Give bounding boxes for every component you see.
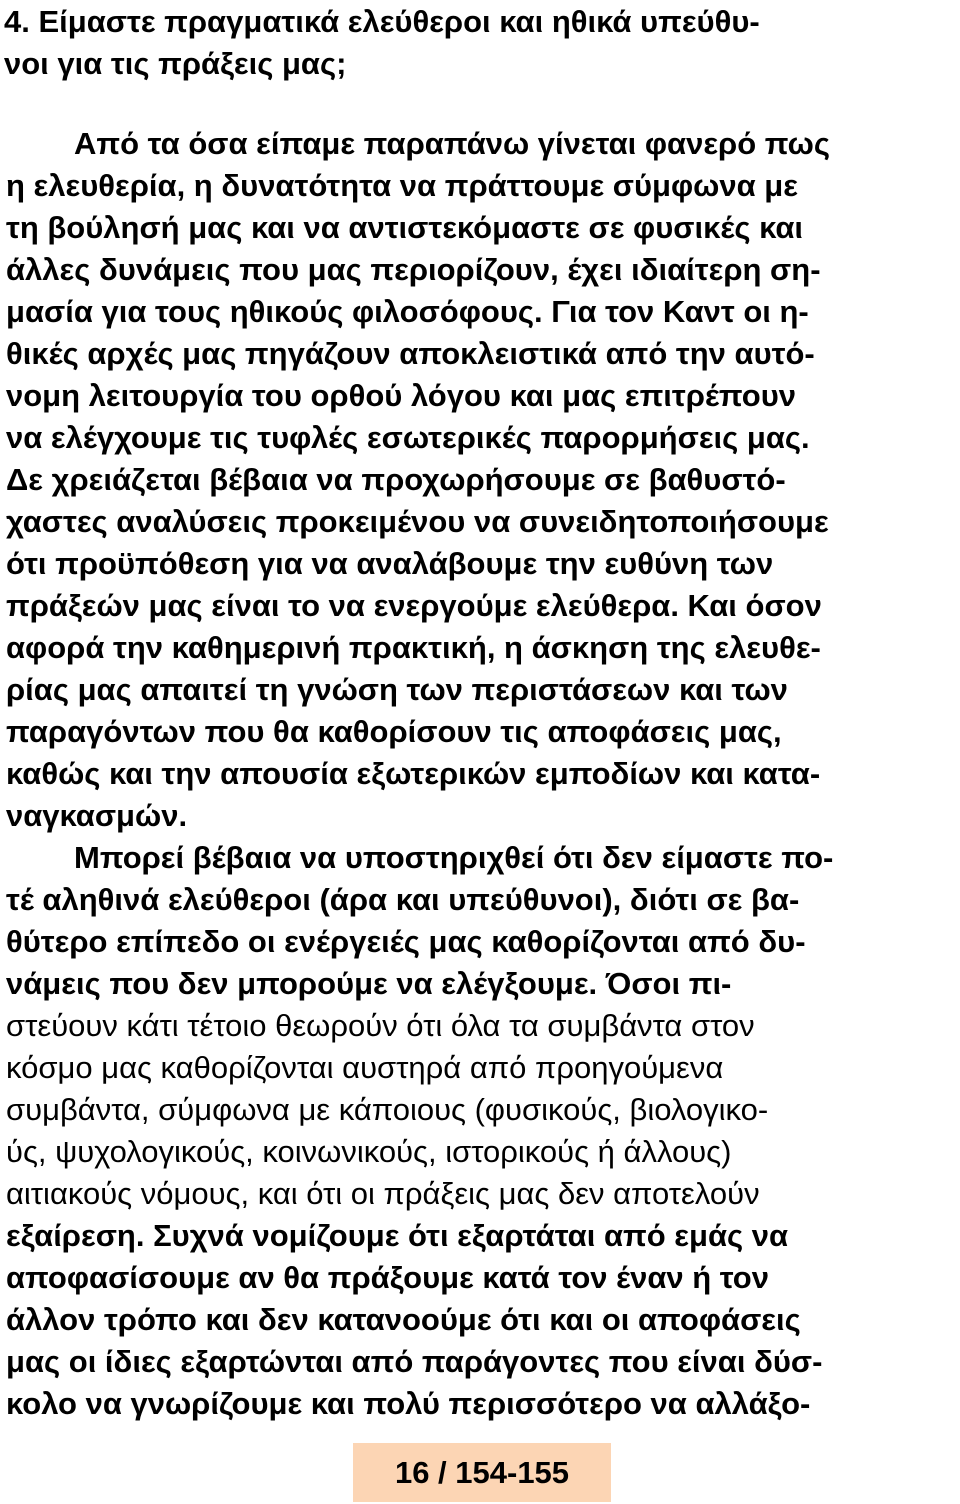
text-line: αιτιακούς νόμους, και ότι οι πράξεις μας δεν αποτελούν: [6, 1176, 760, 1211]
text-line: πράξεών μας είναι το να ενεργούμε ελεύθερα. Και όσον: [6, 588, 822, 623]
text-line: αποφασίσουμε αν θα πράξουμε κατά τον έναν ή τον: [6, 1260, 769, 1295]
text-line: αφορά την καθημερινή πρακτική, η άσκηση της ελευθε-: [6, 630, 821, 665]
page-number-badge: [353, 1443, 611, 1502]
text-line: εξαίρεση. Συχνά νομίζουμε ότι εξαρτάται από εμάς να: [6, 1218, 789, 1253]
heading-line: 4. Είμαστε πραγματικά ελεύθεροι και ηθικά υπεύθυ-: [4, 4, 760, 39]
text-line: κόσμο μας καθορίζονται αυστηρά από προηγούμενα: [6, 1050, 724, 1085]
text-line: ύς, ψυχολογικούς, κοινωνικούς, ιστορικούς ή άλλους): [6, 1134, 732, 1169]
text-line: κολο να γνωρίζουμε και πολύ περισσότερο να αλλάξο-: [6, 1386, 811, 1421]
text-line: Μπορεί βέβαια να υποστηριχθεί ότι δεν είμαστε πο-: [74, 840, 834, 875]
text-line: άλλον τρόπο και δεν κατανοούμε ότι και οι αποφάσεις: [6, 1302, 801, 1337]
text-line: θικές αρχές μας πηγάζουν αποκλειστικά από την αυτό-: [6, 336, 815, 371]
text-line: τη βούλησή μας και να αντιστεκόμαστε σε φυσικές και: [6, 210, 804, 245]
text-line: μας οι ίδιες εξαρτώνται από παράγοντες που είναι δύσ-: [6, 1344, 823, 1379]
section-heading: [4, 1, 954, 85]
heading-line: νοι για τις πράξεις μας;: [4, 46, 347, 81]
text-line: Δε χρειάζεται βέβαια να προχωρήσουμε σε βαθυστό-: [6, 462, 786, 497]
text-line: άλλες δυνάμεις που μας περιορίζουν, έχει ιδιαίτερη ση-: [6, 252, 821, 287]
text-line: συμβάντα, σύμφωνα με κάποιους (φυσικούς, βιολογικο-: [6, 1092, 769, 1127]
text-line: νομη λειτουργία του ορθού λόγου και μας επιτρέπουν: [6, 378, 797, 413]
text-line: η ελευθερία, η δυνατότητα να πράττουμε σύμφωνα με: [6, 168, 798, 203]
text-line: νάμεις που δεν μπορούμε να ελέγξουμε. Όσοι πι-: [6, 966, 732, 1001]
body-text: [6, 123, 956, 1425]
page-number-text: 16 / 154-155: [394, 1455, 570, 1490]
text-line: ρίας μας απαιτεί τη γνώση των περιστάσεων και των: [6, 672, 788, 707]
text-line: καθώς και την απουσία εξωτερικών εμποδίων και κατα-: [6, 756, 821, 791]
text-line: χαστες αναλύσεις προκειμένου να συνειδητοποιήσουμε: [6, 504, 829, 539]
text-line: μασία για τους ηθικούς φιλοσόφους. Για τον Καντ οι η-: [6, 294, 809, 329]
text-line: να ελέγχουμε τις τυφλές εσωτερικές παρορμήσεις μας.: [6, 420, 810, 455]
text-line: ναγκασμών.: [6, 798, 188, 833]
text-line: ότι προϋπόθεση για να αναλάβουμε την ευθύνη των: [6, 546, 774, 581]
text-line: στεύουν κάτι τέτοιο θεωρούν ότι όλα τα συμβάντα στον: [6, 1008, 755, 1043]
text-line: τέ αληθινά ελεύθεροι (άρα και υπεύθυνοι), διότι σε βα-: [6, 882, 800, 917]
text-line: θύτερο επίπεδο οι ενέργειές μας καθορίζονται από δυ-: [6, 924, 806, 959]
text-line: παραγόντων που θα καθορίσουν τις αποφάσεις μας,: [6, 714, 782, 749]
text-line: Από τα όσα είπαμε παραπάνω γίνεται φανερό πως: [74, 126, 830, 161]
